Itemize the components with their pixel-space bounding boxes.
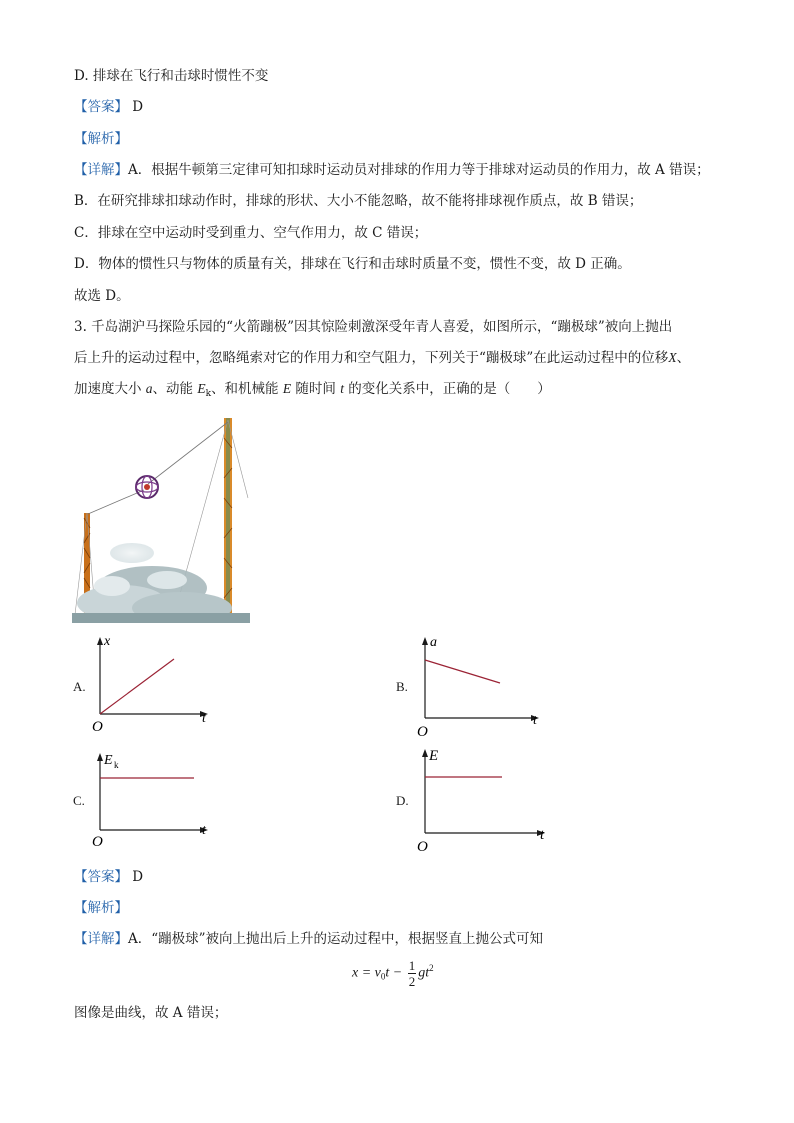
graph-c-y-label: E (104, 753, 113, 768)
graph-c-x-label: t (202, 823, 206, 838)
fraction-denominator: 2 (408, 974, 416, 989)
graph-a (88, 632, 216, 736)
answer-tag: 【答案】 (74, 99, 128, 115)
detail-c-text: C．排球在空中运动时受到重力、空气作用力，故 C 错误； (74, 225, 428, 241)
q3-l3-e: 的变化关系中，正确的是（ ） (343, 381, 551, 397)
option-d-label[interactable]: D. (396, 793, 409, 808)
graph-d-y-arrow (422, 749, 428, 757)
answer-tag-2: 【答案】 (74, 869, 128, 885)
detail-a-line (74, 161, 710, 179)
graph-d-y-label: E (429, 748, 439, 764)
symbol-ek-sub: k (205, 389, 212, 399)
option-b-label[interactable]: B. (396, 679, 408, 694)
graph-a-y-arrow (97, 637, 103, 645)
formula-t: t − (385, 965, 403, 981)
detail-a-line-2 (74, 930, 543, 948)
graph-b-curve (425, 660, 500, 683)
detail-d-text: D．物体的惯性只与物体的质量有关，排球在飞行和击球时质量不变，惯性不变，故 D 正确。 (74, 256, 631, 272)
graph-c (88, 746, 216, 850)
question-3-line-2 (74, 349, 690, 367)
detail-tag: 【详解】 (74, 162, 128, 178)
symbol-t: t (340, 381, 344, 396)
graph-a-x-label: t (202, 711, 206, 726)
graph-a-origin: O (92, 719, 103, 735)
option-d-text: D. 排球在飞行和击球时惯性不变 (74, 68, 269, 84)
symbol-e: E (282, 381, 292, 396)
bungee-ball (136, 476, 158, 498)
graph-a-y-label: x (104, 634, 111, 649)
graph-b (413, 632, 547, 740)
graph-c-y-sub: k (114, 760, 119, 770)
detail-a-text-2: A．“蹦极球”被向上抛出后上升的运动过程中，根据竖直上抛公式可知 (128, 931, 544, 947)
fraction-numerator: 1 (408, 958, 416, 973)
graph-c-origin: O (92, 834, 103, 850)
q3-l3-c: 、和机械能 (211, 381, 283, 397)
formula-lhs: x = v (352, 965, 381, 981)
q3-l2-punct: 、 (676, 350, 691, 366)
detail-a-text: A．根据牛顿第三定律可知扣球时运动员对排球的作用力等于排球对运动员的作用力，故 A 错误； (128, 162, 710, 178)
symbol-x: X (668, 350, 677, 365)
displacement-formula (352, 958, 434, 989)
analysis-tag: 【解析】 (74, 131, 128, 147)
graph-b-origin: O (417, 724, 428, 740)
rocket-bungee-photo (72, 408, 250, 623)
detail-b-text: B．在研究排球扣球动作时，排球的形状、大小不能忽略，故不能将排球视作质点，故 B 错误； (74, 193, 643, 209)
graph-c-y-arrow (97, 753, 103, 761)
graph-b-x-label: t (533, 713, 537, 728)
formula-fraction (408, 958, 417, 989)
graph-a-curve (100, 659, 174, 714)
formula-exponent: 2 (429, 963, 434, 974)
cable-left (88, 490, 144, 514)
graph-d-origin: O (417, 839, 428, 855)
analysis-tag-2: 【解析】 (74, 900, 128, 916)
clouds (72, 543, 250, 623)
detail-tag-2: 【详解】 (74, 931, 128, 947)
q3-l3-d: 随时间 (291, 381, 341, 397)
graph-d-x-label: t (540, 827, 545, 843)
conclusion-text: 故选 D。 (74, 288, 130, 304)
answer-value-2: D (132, 869, 144, 885)
graph-d (413, 742, 553, 856)
q3-l2-text: 后上升的运动过程中，忽略绳索对它的作用力和空气阻力，下列关于“蹦极球”在此运动过程中的位移 (74, 350, 669, 366)
answer-line (74, 98, 143, 116)
curve-note: 图像是曲线，故 A 错误； (74, 1005, 228, 1021)
answer-line-2 (74, 868, 143, 886)
q3-l3-a: 加速度大小 (74, 381, 146, 397)
graph-b-y-label: a (430, 635, 437, 650)
question-3-line-1: 3. 千岛湖沪马探险乐园的“火箭蹦极”因其惊险刺激深受年青人喜爱，如图所示，“蹦极球”被向上抛出 (74, 319, 673, 335)
q3-l3-b: 、动能 (152, 381, 198, 397)
answer-value: D (132, 99, 144, 115)
graph-b-y-arrow (422, 637, 428, 645)
symbol-a: a (145, 381, 153, 396)
symbol-ek: E (197, 381, 206, 396)
formula-tail: gt (418, 965, 430, 981)
option-c-label[interactable]: C. (73, 793, 85, 808)
option-a-label[interactable]: A. (73, 679, 86, 694)
cable-right (148, 422, 228, 484)
formula-v-sub: 0 (380, 971, 386, 982)
question-3-line-3 (74, 380, 551, 403)
